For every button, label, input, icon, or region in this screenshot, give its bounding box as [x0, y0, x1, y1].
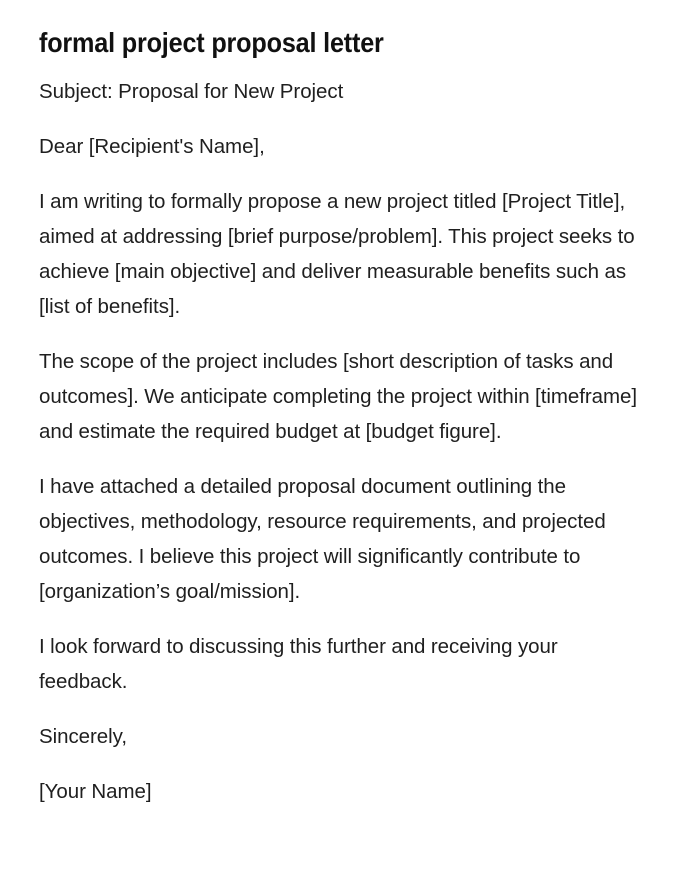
closing-line: Sincerely,	[39, 725, 127, 748]
page-title: formal project proposal letter	[39, 27, 384, 58]
body-paragraph-3: I have attached a detailed proposal document outlining the objectives, methodology, resource requirements, and projected outcomes. I believe this project will significantly contribute to [organization’s goal/mission].	[39, 475, 606, 603]
salutation: Dear [Recipient's Name],	[39, 135, 265, 158]
subject-line: Subject: Proposal for New Project	[39, 80, 344, 103]
letter-body	[39, 74, 645, 809]
signature-line: [Your Name]	[39, 780, 152, 803]
body-paragraph-4: I look forward to discussing this further and receiving your feedback.	[39, 635, 558, 693]
body-paragraph-2: The scope of the project includes [short description of tasks and outcomes]. We anticipate completing the project within [timeframe] and estimate the required budget at [budget figure].	[39, 350, 638, 443]
body-paragraph-1: I am writing to formally propose a new project titled [Project Title], aimed at addressing [brief purpose/problem]. This project seeks to achieve [main objective] and deliver measurable benefits such as [list of benefits].	[39, 190, 635, 318]
